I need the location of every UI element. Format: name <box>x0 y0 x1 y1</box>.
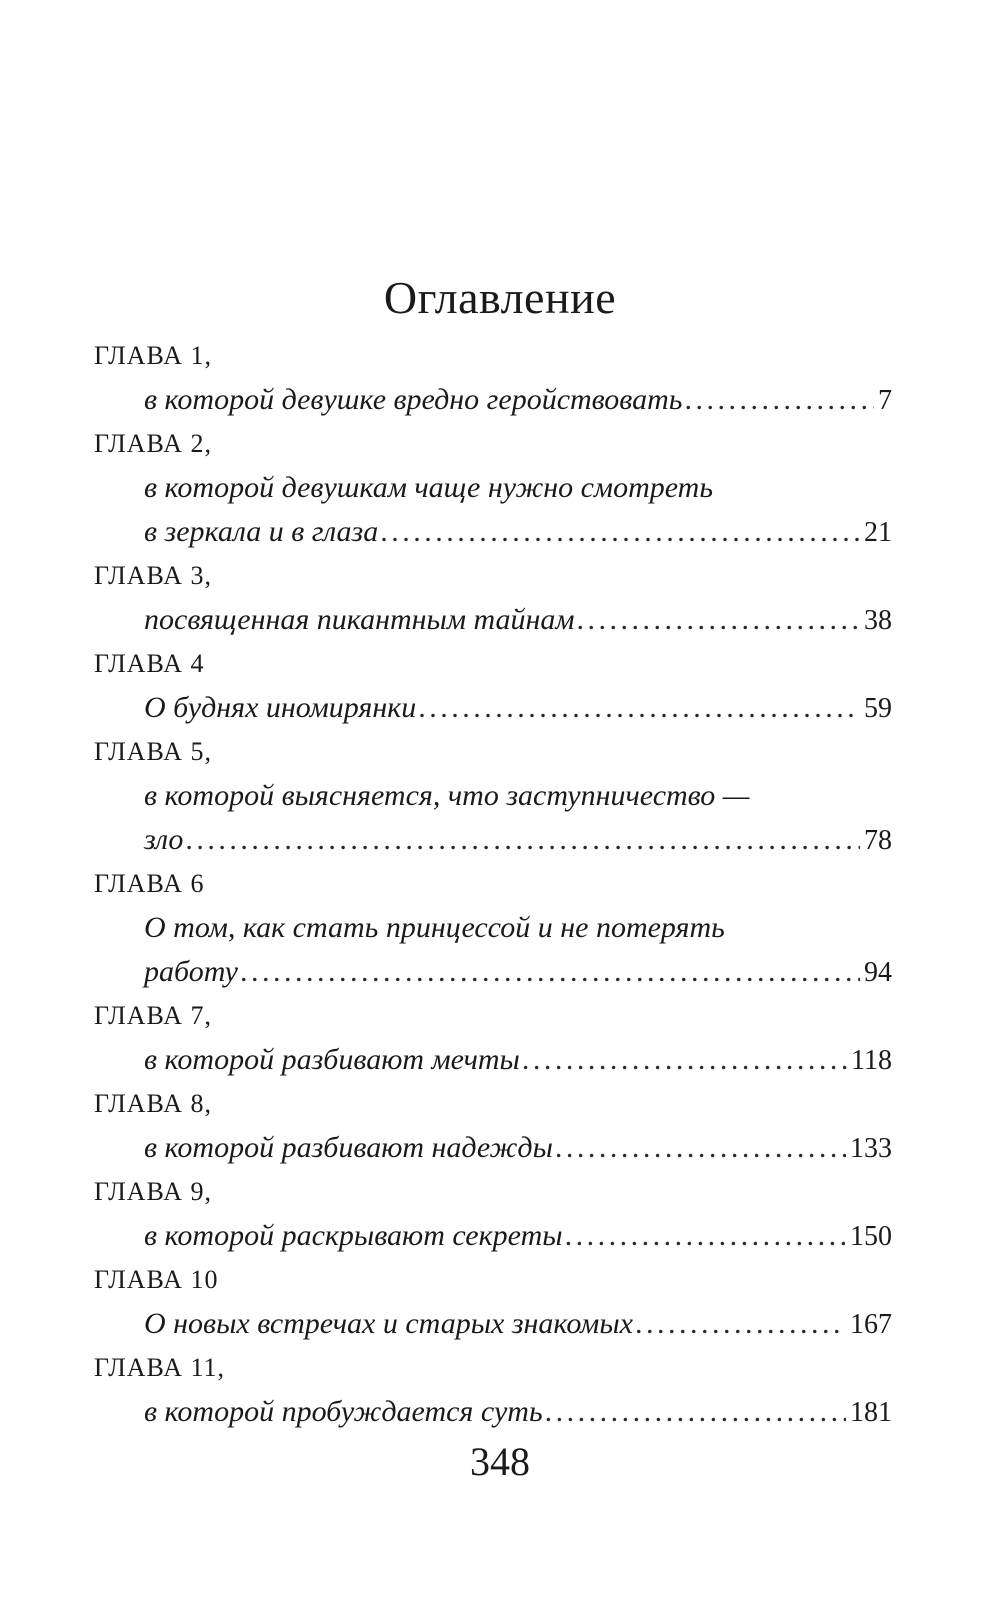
chapter-title-line: работу <box>144 955 238 988</box>
chapter-title-line: в которой выясняется, что заступничество — <box>144 779 750 812</box>
chapter-title-leader-line <box>144 950 892 994</box>
toc-entry <box>94 1258 892 1346</box>
chapter-title-leader-line <box>144 1126 892 1170</box>
dot-leader <box>522 1038 847 1082</box>
chapter-title <box>144 1302 892 1346</box>
dot-leader <box>240 950 860 994</box>
toc-entry <box>94 730 892 862</box>
chapter-title <box>144 378 892 422</box>
toc-entry <box>94 642 892 730</box>
chapter-title <box>144 774 892 862</box>
chapter-title <box>144 466 892 554</box>
page-number: 348 <box>470 1439 530 1484</box>
toc-entry <box>94 554 892 642</box>
chapter-page-number: 38 <box>864 605 892 636</box>
chapter-page-number: 7 <box>878 385 892 416</box>
chapter-title-leader-line <box>144 818 892 862</box>
dot-leader <box>565 1214 846 1258</box>
chapter-title-line: в которой разбивают мечты <box>144 1043 520 1076</box>
toc-entry <box>94 862 892 994</box>
chapter-title-leader-line <box>144 378 892 422</box>
toc-entry <box>94 1082 892 1170</box>
chapter-label: ГЛАВА 3, <box>94 561 212 590</box>
chapter-title-line: в которой раскрывают секреты <box>144 1219 563 1252</box>
chapter-page-number: 59 <box>864 693 892 724</box>
dot-leader <box>684 378 874 422</box>
dot-leader <box>635 1302 846 1346</box>
chapter-title-line: в которой девушкам чаще нужно смотреть <box>144 471 713 504</box>
chapter-title-line: О буднях иномирянки <box>144 691 417 724</box>
chapter-title <box>144 686 892 730</box>
dot-leader <box>380 510 860 554</box>
chapter-page-number: 118 <box>851 1045 892 1076</box>
chapter-title <box>144 1390 892 1434</box>
toc-title: Оглавление <box>383 272 617 323</box>
chapter-page-number: 21 <box>864 517 892 548</box>
chapter-page-number: 167 <box>850 1309 892 1340</box>
chapter-title-leader-line <box>144 1302 892 1346</box>
chapter-label: ГЛАВА 7, <box>94 1001 212 1030</box>
toc-list <box>94 334 892 1434</box>
chapter-title-line: посвященная пикантным тайнам <box>144 603 575 636</box>
chapter-label: ГЛАВА 1, <box>94 341 212 370</box>
dot-leader <box>555 1126 846 1170</box>
chapter-label: ГЛАВА 2, <box>94 429 212 458</box>
chapter-title-leader-line <box>144 1214 892 1258</box>
toc-entry <box>94 334 892 422</box>
chapter-page-number: 94 <box>864 957 892 988</box>
chapter-page-number: 78 <box>864 825 892 856</box>
dot-leader <box>577 598 860 642</box>
chapter-label: ГЛАВА 10 <box>94 1265 219 1294</box>
dot-leader <box>545 1390 846 1434</box>
chapter-title-line: О том, как стать принцессой и не потерять <box>144 911 725 944</box>
chapter-label: ГЛАВА 4 <box>94 649 205 678</box>
chapter-label: ГЛАВА 5, <box>94 737 212 766</box>
chapter-title <box>144 1214 892 1258</box>
dot-leader <box>185 818 860 862</box>
chapter-page-number: 181 <box>850 1397 892 1428</box>
chapter-title-line: зло <box>144 823 184 856</box>
toc-entry <box>94 422 892 554</box>
chapter-title-line: в зеркала и в глаза <box>144 515 379 548</box>
chapter-label: ГЛАВА 11, <box>94 1353 226 1382</box>
chapter-title-line: в которой девушке вредно геройствовать <box>144 383 683 416</box>
chapter-title <box>144 598 892 642</box>
chapter-title-leader-line <box>144 1390 892 1434</box>
chapter-label: ГЛАВА 9, <box>94 1177 212 1206</box>
chapter-title-leader-line <box>144 598 892 642</box>
toc-entry <box>94 1170 892 1258</box>
chapter-title-line: в которой пробуждается суть <box>144 1395 543 1428</box>
toc-entry <box>94 994 892 1082</box>
dot-leader <box>418 686 860 730</box>
chapter-page-number: 133 <box>850 1133 892 1164</box>
chapter-title-leader-line <box>144 1038 892 1082</box>
chapter-title <box>144 906 892 994</box>
chapter-title <box>144 1126 892 1170</box>
chapter-title <box>144 1038 892 1082</box>
chapter-title-leader-line <box>144 686 892 730</box>
chapter-label: ГЛАВА 8, <box>94 1089 212 1118</box>
chapter-label: ГЛАВА 6 <box>94 869 205 898</box>
chapter-page-number: 150 <box>850 1221 892 1252</box>
chapter-title-line: в которой разбивают надежды <box>144 1131 553 1164</box>
toc-entry <box>94 1346 892 1434</box>
chapter-title-line: О новых встречах и старых знакомых <box>144 1307 633 1340</box>
chapter-title-leader-line <box>144 510 892 554</box>
